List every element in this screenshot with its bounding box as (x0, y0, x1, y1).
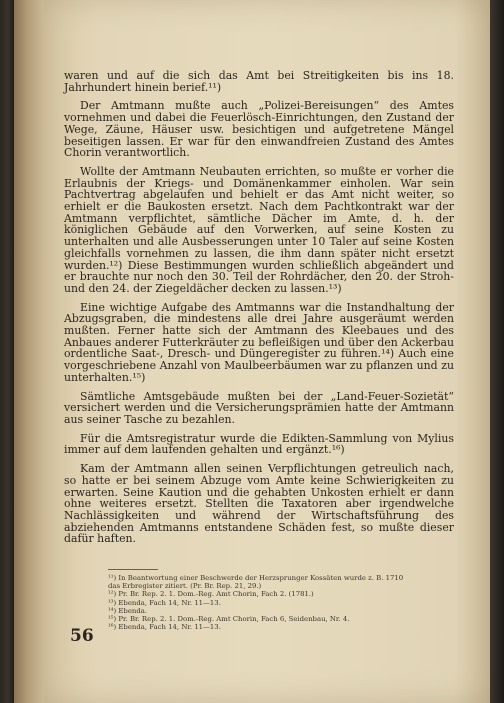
footnotes (108, 574, 454, 631)
paragraph: Sämtliche Amtsgebäude mußten bei der „Land-Feuer-Sozietät“ versichert werden und die Versicherungsprämien hatte der Amtmann aus seiner Tasche zu bezahlen. (64, 389, 454, 426)
footnote: ¹¹) In Beantwortung einer Beschwerde der Herzsprunger Kossäten wurde z. B. 1710 (108, 574, 404, 582)
footnote: das Erbregister zitiert. (Pr. Br. Rep. 21, 29.) (108, 582, 262, 591)
paragraph: Kam der Amtmann allen seinen Verpflichtungen getreulich nach, so hatte er bei seinem Abzuge vom Amte keine Schwierigkeiten zu erwarten. Seine Kaution und die gehabten Unkosten erhielt er dann ohne weiteres ersetzt. Stellten die Taxatoren aber irgendwelche Nachlässigkeiten und während der Wirtschaftsführung des abziehenden Amtmanns entstandene Schäden fest, so mußte dieser dafür haften. (64, 462, 454, 546)
footnote: ¹⁴) Ebenda. (108, 606, 148, 615)
paragraph: Wollte der Amtmann Neubauten errichten, so mußte er vorher die Erlaubnis der Kriegs- und Domänenkammer einholen. War sein Pachtvertrag abgelaufen und behielt er das Amt nicht weiter, so erhielt er die Baukosten ersetzt. Nach dem Pachtkontrakt war der Amtmann verpflichtet, sämtliche Dächer im Amte, d. h. der königlichen Gebäude auf den Vorwerken, auf seine Kosten zu unterhalten und alle Ausbesserungen unter 10 Taler auf seine Kosten gleichfalls vornehmen zu lassen, die ihm dann später nicht ersetzt wurden.¹²) Diese Bestimmungen wurden schließlich abgeändert und er brauchte nur noch den 30. Teil der Rohrdächer, den 20. der Stroh- und den 24. der Ziegeldächer decken zu lassen.¹³) (64, 164, 454, 295)
page-edge-shadow (490, 0, 504, 703)
page-number: 56 (70, 626, 94, 646)
footnote: ¹²) Pr. Br. Rep. 2. 1. Dom.-Reg. Amt Chorin, Fach 2. (1781.) (108, 590, 314, 599)
paragraph: waren und auf die sich das Amt bei Streitigkeiten bis ins 18. Jahrhundert hinein berief.¹¹) (64, 69, 454, 94)
footnote-divider (108, 569, 158, 570)
paragraph: Der Amtmann mußte auch „Polizei-Bereisungen“ des Amtes vornehmen und dabei die Feuerlösch-Einrichtungen, den Zustand der Wege, Zäune, Häuser usw. besichtigen und aufgetretene Mängel beseitigen lassen. Er war für den einwandfreien Zustand des Amtes Chorin verantwortlich. (64, 99, 454, 160)
body-text (64, 70, 454, 552)
footnote: ¹⁶) Ebenda, Fach 14, Nr. 11—13. (108, 623, 221, 632)
paragraph: Für die Amtsregistratur wurde die Edikten-Sammlung von Mylius immer auf dem laufenden gehalten und ergänzt.¹⁶) (64, 431, 454, 457)
paragraph: Eine wichtige Aufgabe des Amtmanns war die Instandhaltung der Abzugsgraben, die mindestens alle drei Jahre ausgeräumt werden mußten. Ferner hatte sich der Amtmann des Kleebaues und des Anbaues anderer Futterkräuter zu befleißigen und über den Ackerbau ordentliche Saat-, Dresch- und Düngeregister zu führen.¹⁴) Auch eine vorgeschriebene Anzahl von Maulbeerbäumen war zu pflanzen und zu unterhalten.¹⁵) (64, 300, 454, 384)
footnote: ¹³) Ebenda, Fach 14, Nr. 11—13. (108, 598, 221, 607)
footnote: ¹⁵) Pr. Br. Rep. 2. 1. Dom.-Reg. Amt Chorin, Fach 6, Seidenbau, Nr. 4. (108, 615, 350, 624)
